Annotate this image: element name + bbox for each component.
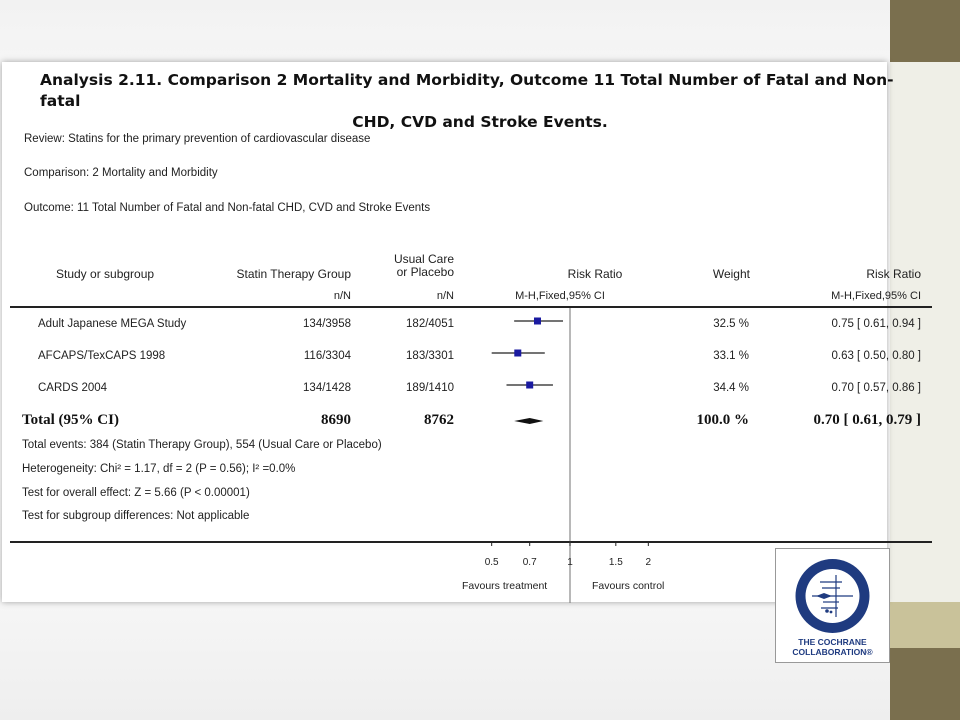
outcome-line: Outcome: 11 Total Number of Fatal and Non-fatal CHD, CVD and Stroke Events <box>24 202 431 214</box>
comparison-line: Comparison: 2 Mortality and Morbidity <box>24 167 218 179</box>
statin-events: 116/3304 <box>303 350 351 362</box>
risk-ratio-ci: 0.70 [ 0.57, 0.86 ] <box>831 382 921 394</box>
review-line: Review: Statins for the primary prevention of cardiovascular disease <box>24 133 371 145</box>
axis-tick-label: 1.5 <box>608 557 623 568</box>
axis-tick-label: 2 <box>645 557 652 568</box>
subgroup-differences-text: Test for subgroup differences: Not applicable <box>22 510 250 522</box>
weight-value: 32.5 % <box>713 318 749 330</box>
logo-line-2: COLLABORATION® <box>792 647 873 657</box>
total-diamond <box>514 418 543 424</box>
cochrane-logo <box>775 548 890 663</box>
total-events-text: Total events: 384 (Statin Therapy Group), 554 (Usual Care or Placebo) <box>22 439 382 451</box>
header-risk-ratio-plot: Risk Ratio <box>567 267 623 281</box>
study-name: CARDS 2004 <box>38 382 108 394</box>
risk-ratio-ci: 0.75 [ 0.61, 0.94 ] <box>831 318 921 330</box>
heterogeneity-text: Heterogeneity: Chi² = 1.17, df = 2 (P = 0.56); I² =0.0% <box>22 463 296 475</box>
study-name: AFCAPS/TexCAPS 1998 <box>38 350 166 362</box>
statin-events: 134/3958 <box>303 318 351 330</box>
favours-treatment-label: Favours treatment <box>462 580 548 592</box>
point-estimate-marker <box>514 350 521 357</box>
statin-events: 134/1428 <box>303 382 351 394</box>
axis-tick-label: 1 <box>567 557 573 568</box>
subheader-method-plot: M-H,Fixed,95% CI <box>515 290 605 302</box>
title-line-2: CHD, CVD and Stroke Events. <box>352 113 608 131</box>
risk-ratio-ci: 0.63 [ 0.50, 0.80 ] <box>831 350 921 362</box>
point-estimate-marker <box>526 382 533 389</box>
weight-value: 33.1 % <box>713 350 749 362</box>
control-events: 189/1410 <box>406 382 454 394</box>
total-statin: 8690 <box>321 412 351 428</box>
axis-tick-label: 0.7 <box>522 557 537 568</box>
favours-control-label: Favours control <box>592 580 665 592</box>
total-weight: 100.0 % <box>696 412 749 428</box>
header-risk-ratio: Risk Ratio <box>866 267 921 281</box>
cochrane-logo-text <box>776 637 889 657</box>
cochrane-emblem-icon <box>776 549 889 639</box>
total-label: Total (95% CI) <box>22 412 119 428</box>
subheader-n-n-usual: n/N <box>436 290 454 302</box>
weight-value: 34.4 % <box>713 382 749 394</box>
study-name: Adult Japanese MEGA Study <box>38 318 187 330</box>
header-weight: Weight <box>712 267 750 281</box>
header-statin: Statin Therapy Group <box>236 267 351 281</box>
overall-effect-text: Test for overall effect: Z = 5.66 (P < 0.00001) <box>22 487 250 499</box>
header-usual-line-2: or Placebo <box>396 265 454 279</box>
subheader-n-n-statin: n/N <box>333 290 351 302</box>
header-study: Study or subgroup <box>56 267 155 281</box>
title-line-1: Analysis 2.11. Comparison 2 Mortality and Morbidity, Outcome 11 Total Number of Fatal and Non-fatal <box>40 71 894 110</box>
point-estimate-marker <box>534 318 541 325</box>
subheader-method: M-H,Fixed,95% CI <box>831 290 921 302</box>
total-control: 8762 <box>424 412 454 428</box>
header-usual-line-1: Usual Care <box>393 252 454 266</box>
axis-tick-label: 0.5 <box>484 557 499 568</box>
logo-line-1: THE COCHRANE <box>798 637 867 647</box>
control-events: 182/4051 <box>406 318 454 330</box>
total-risk-ratio-ci: 0.70 [ 0.61, 0.79 ] <box>813 412 921 428</box>
control-events: 183/3301 <box>406 350 454 362</box>
